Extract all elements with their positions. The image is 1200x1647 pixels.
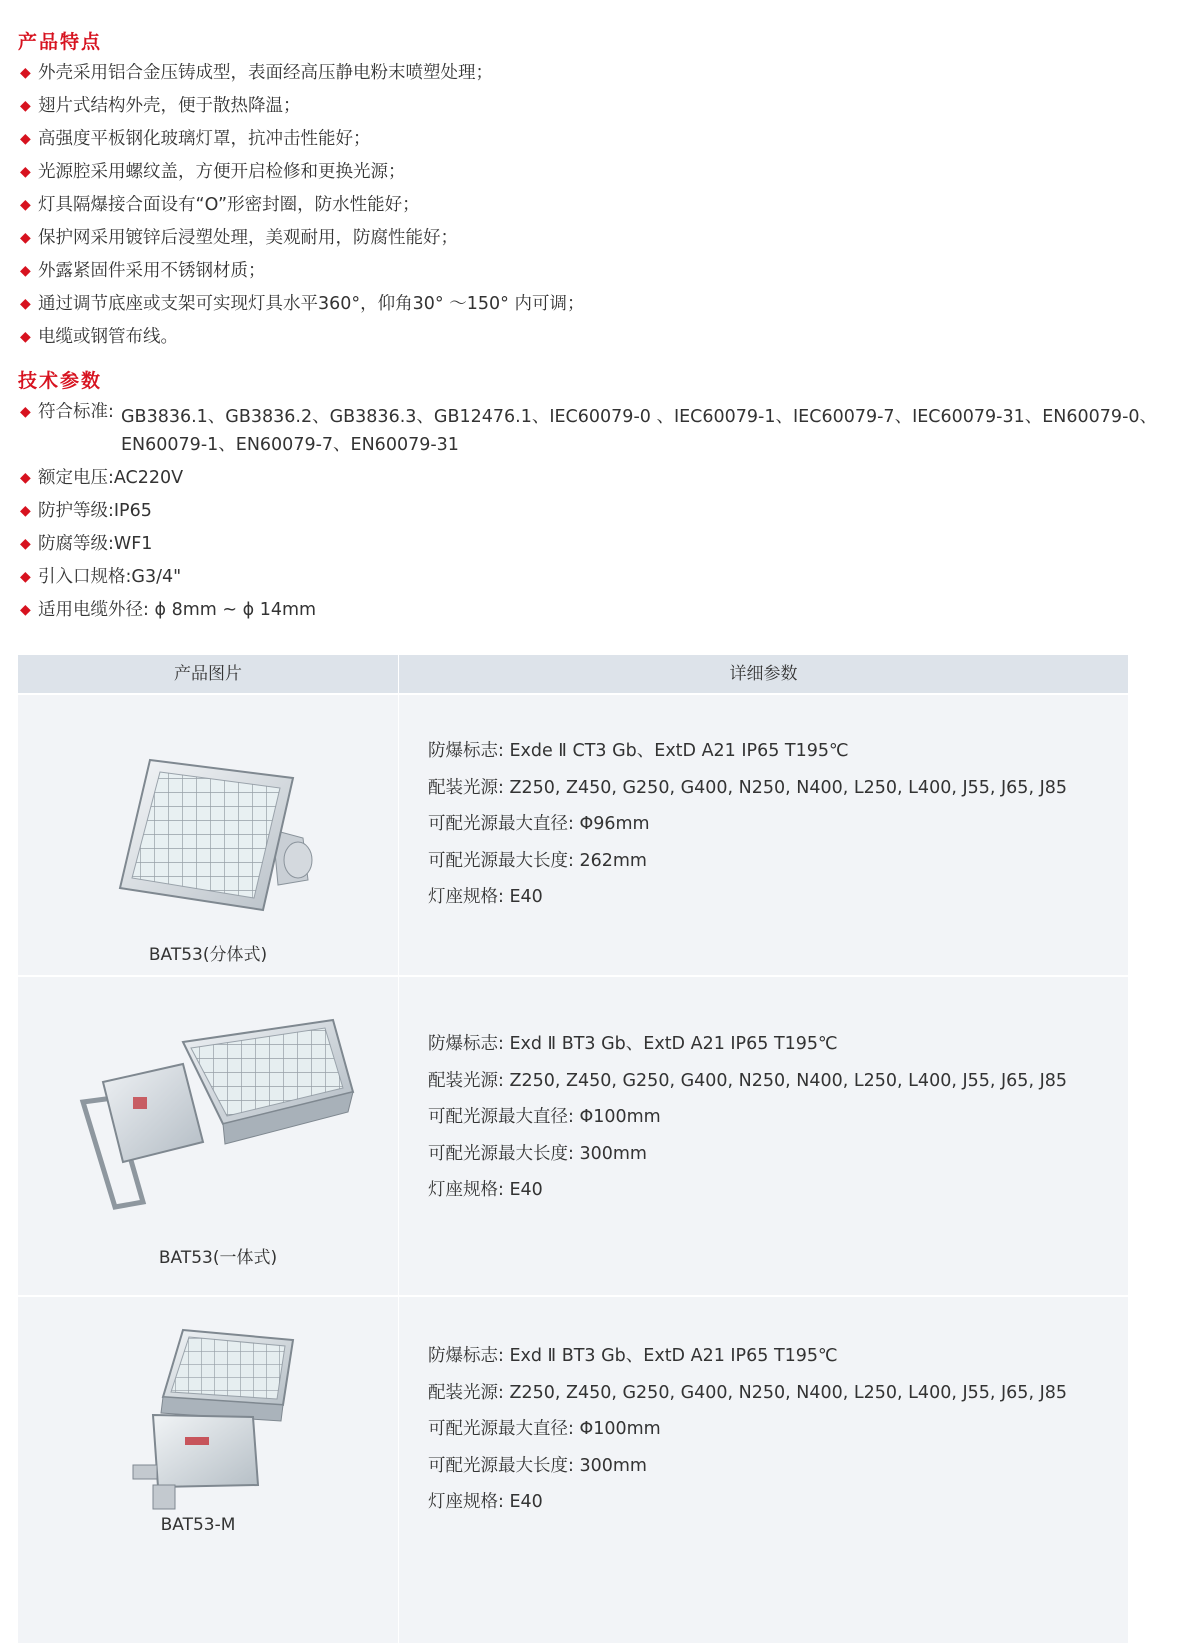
product-image-cell (18, 695, 398, 975)
diamond-bullet-icon: ◆ (20, 230, 31, 246)
diamond-bullet-icon: ◆ (20, 470, 31, 486)
feature-item: ◆ 通过调节底座或支架可实现灯具水平360°，仰角30° ～150° 内可调； (20, 294, 585, 314)
col-header-params: 详细参数 (729, 664, 798, 684)
diamond-bullet-icon: ◆ (20, 65, 31, 81)
feature-item: ◆ 保护网采用镀锌后浸塑处理，美观耐用，防腐性能好； (20, 228, 458, 248)
max-length: 可配光源最大长度: 262mm (428, 851, 647, 871)
product-model: BAT53-M (160, 1515, 236, 1535)
feature-item: ◆ 外露紧固件采用不锈钢材质； (20, 261, 266, 281)
diamond-bullet-icon: ◆ (20, 164, 31, 180)
spec-item: ◆ 防护等级:IP65 (20, 501, 152, 521)
diamond-bullet-icon: ◆ (20, 98, 31, 114)
lamp-socket: 灯座规格: E40 (428, 887, 543, 907)
params-cell (399, 695, 1128, 975)
ex-marking: 防爆标志: Exd Ⅱ BT3 Gb、ExtD A21 IP65 T195℃ (428, 1034, 838, 1054)
spec-item-standard: ◆ 符合标准: GB3836.1、GB3836.2、GB3836.3、GB12476.1、IEC60079-0 、IEC60079-1、IEC60079-7、IEC60079-31、EN60079-0、 EN60079-1、EN60079-7、EN60079-31 (20, 401, 1190, 467)
table-row (18, 695, 1128, 975)
diamond-bullet-icon: ◆ (20, 197, 31, 213)
diamond-bullet-icon: ◆ (20, 131, 31, 147)
product-image-cell (18, 1297, 398, 1643)
feature-item: ◆ 翅片式结构外壳，便于散热降温； (20, 96, 301, 116)
lamp-socket: 灯座规格: E40 (428, 1492, 543, 1512)
col-header-image: 产品图片 (174, 664, 242, 684)
standard-line-1: GB3836.1、GB3836.2、GB3836.3、GB12476.1、IEC60079-0 、IEC60079-1、IEC60079-7、IEC60079-31、EN60079-0、 (121, 407, 1158, 427)
ex-marking: 防爆标志: Exde Ⅱ CT3 Gb、ExtD A21 IP65 T195℃ (428, 741, 849, 761)
features-list (20, 62, 1190, 359)
specs-title: 技术参数 (18, 370, 103, 392)
feature-item: ◆ 外壳采用铝合金压铸成型，表面经高压静电粉末喷塑处理； (20, 63, 493, 83)
table-header (18, 655, 1128, 693)
feature-item: ◆ 灯具隔爆接合面设有“O”形密封圈，防水性能好； (20, 195, 420, 215)
table-row (18, 977, 1128, 1295)
params-cell (399, 977, 1128, 1295)
diamond-bullet-icon: ◆ (20, 602, 31, 618)
table-row (18, 1297, 1128, 1643)
spec-item: ◆ 引入口规格:G3/4" (20, 567, 182, 587)
spec-item: ◆ 适用电缆外径: ϕ 8mm ~ ϕ 14mm (20, 600, 317, 620)
spec-item: ◆ 额定电压:AC220V (20, 468, 184, 488)
standard-line-2: EN60079-1、EN60079-7、EN60079-31 (121, 435, 459, 455)
feature-item: ◆ 高强度平板钢化玻璃灯罩，抗冲击性能好； (20, 129, 371, 149)
params-cell (399, 1297, 1128, 1643)
specs-list (20, 402, 1190, 632)
diamond-bullet-icon: ◆ (20, 329, 31, 345)
max-diameter: 可配光源最大直径: Φ100mm (428, 1419, 661, 1439)
product-table (18, 655, 1128, 1643)
spec-item: ◆ 防腐等级:WF1 (20, 534, 153, 554)
feature-item: ◆ 光源腔采用螺纹盖，方便开启检修和更换光源； (20, 162, 406, 182)
diamond-bullet-icon: ◆ (20, 503, 31, 519)
diamond-bullet-icon: ◆ (20, 404, 31, 420)
max-length: 可配光源最大长度: 300mm (428, 1144, 647, 1164)
floodlight-image (98, 750, 328, 940)
diamond-bullet-icon: ◆ (20, 296, 31, 312)
max-diameter: 可配光源最大直径: Φ100mm (428, 1107, 661, 1127)
product-model: BAT53(一体式) (158, 1248, 278, 1268)
diamond-bullet-icon: ◆ (20, 569, 31, 585)
features-title: 产品特点 (18, 31, 103, 53)
max-length: 可配光源最大长度: 300mm (428, 1456, 647, 1476)
diamond-bullet-icon: ◆ (20, 536, 31, 552)
product-model: BAT53(分体式) (148, 945, 268, 965)
ex-marking: 防爆标志: Exd Ⅱ BT3 Gb、ExtD A21 IP65 T195℃ (428, 1346, 838, 1366)
diamond-bullet-icon: ◆ (20, 263, 31, 279)
lamp-socket: 灯座规格: E40 (428, 1180, 543, 1200)
max-diameter: 可配光源最大直径: Φ96mm (428, 814, 650, 834)
feature-item: ◆ 电缆或钢管布线。 (20, 327, 178, 347)
product-image-cell (18, 977, 398, 1295)
light-sources: 配装光源: Z250, Z450, G250, G400, N250, N400, L250, L400, J55, J65, J85 (428, 1071, 1067, 1091)
floodlight-image (73, 1002, 363, 1232)
light-sources: 配装光源: Z250, Z450, G250, G400, N250, N400, L250, L400, J55, J65, J85 (428, 1383, 1067, 1403)
floodlight-image (123, 1325, 313, 1515)
light-sources: 配装光源: Z250, Z450, G250, G400, N250, N400, L250, L400, J55, J65, J85 (428, 778, 1067, 798)
